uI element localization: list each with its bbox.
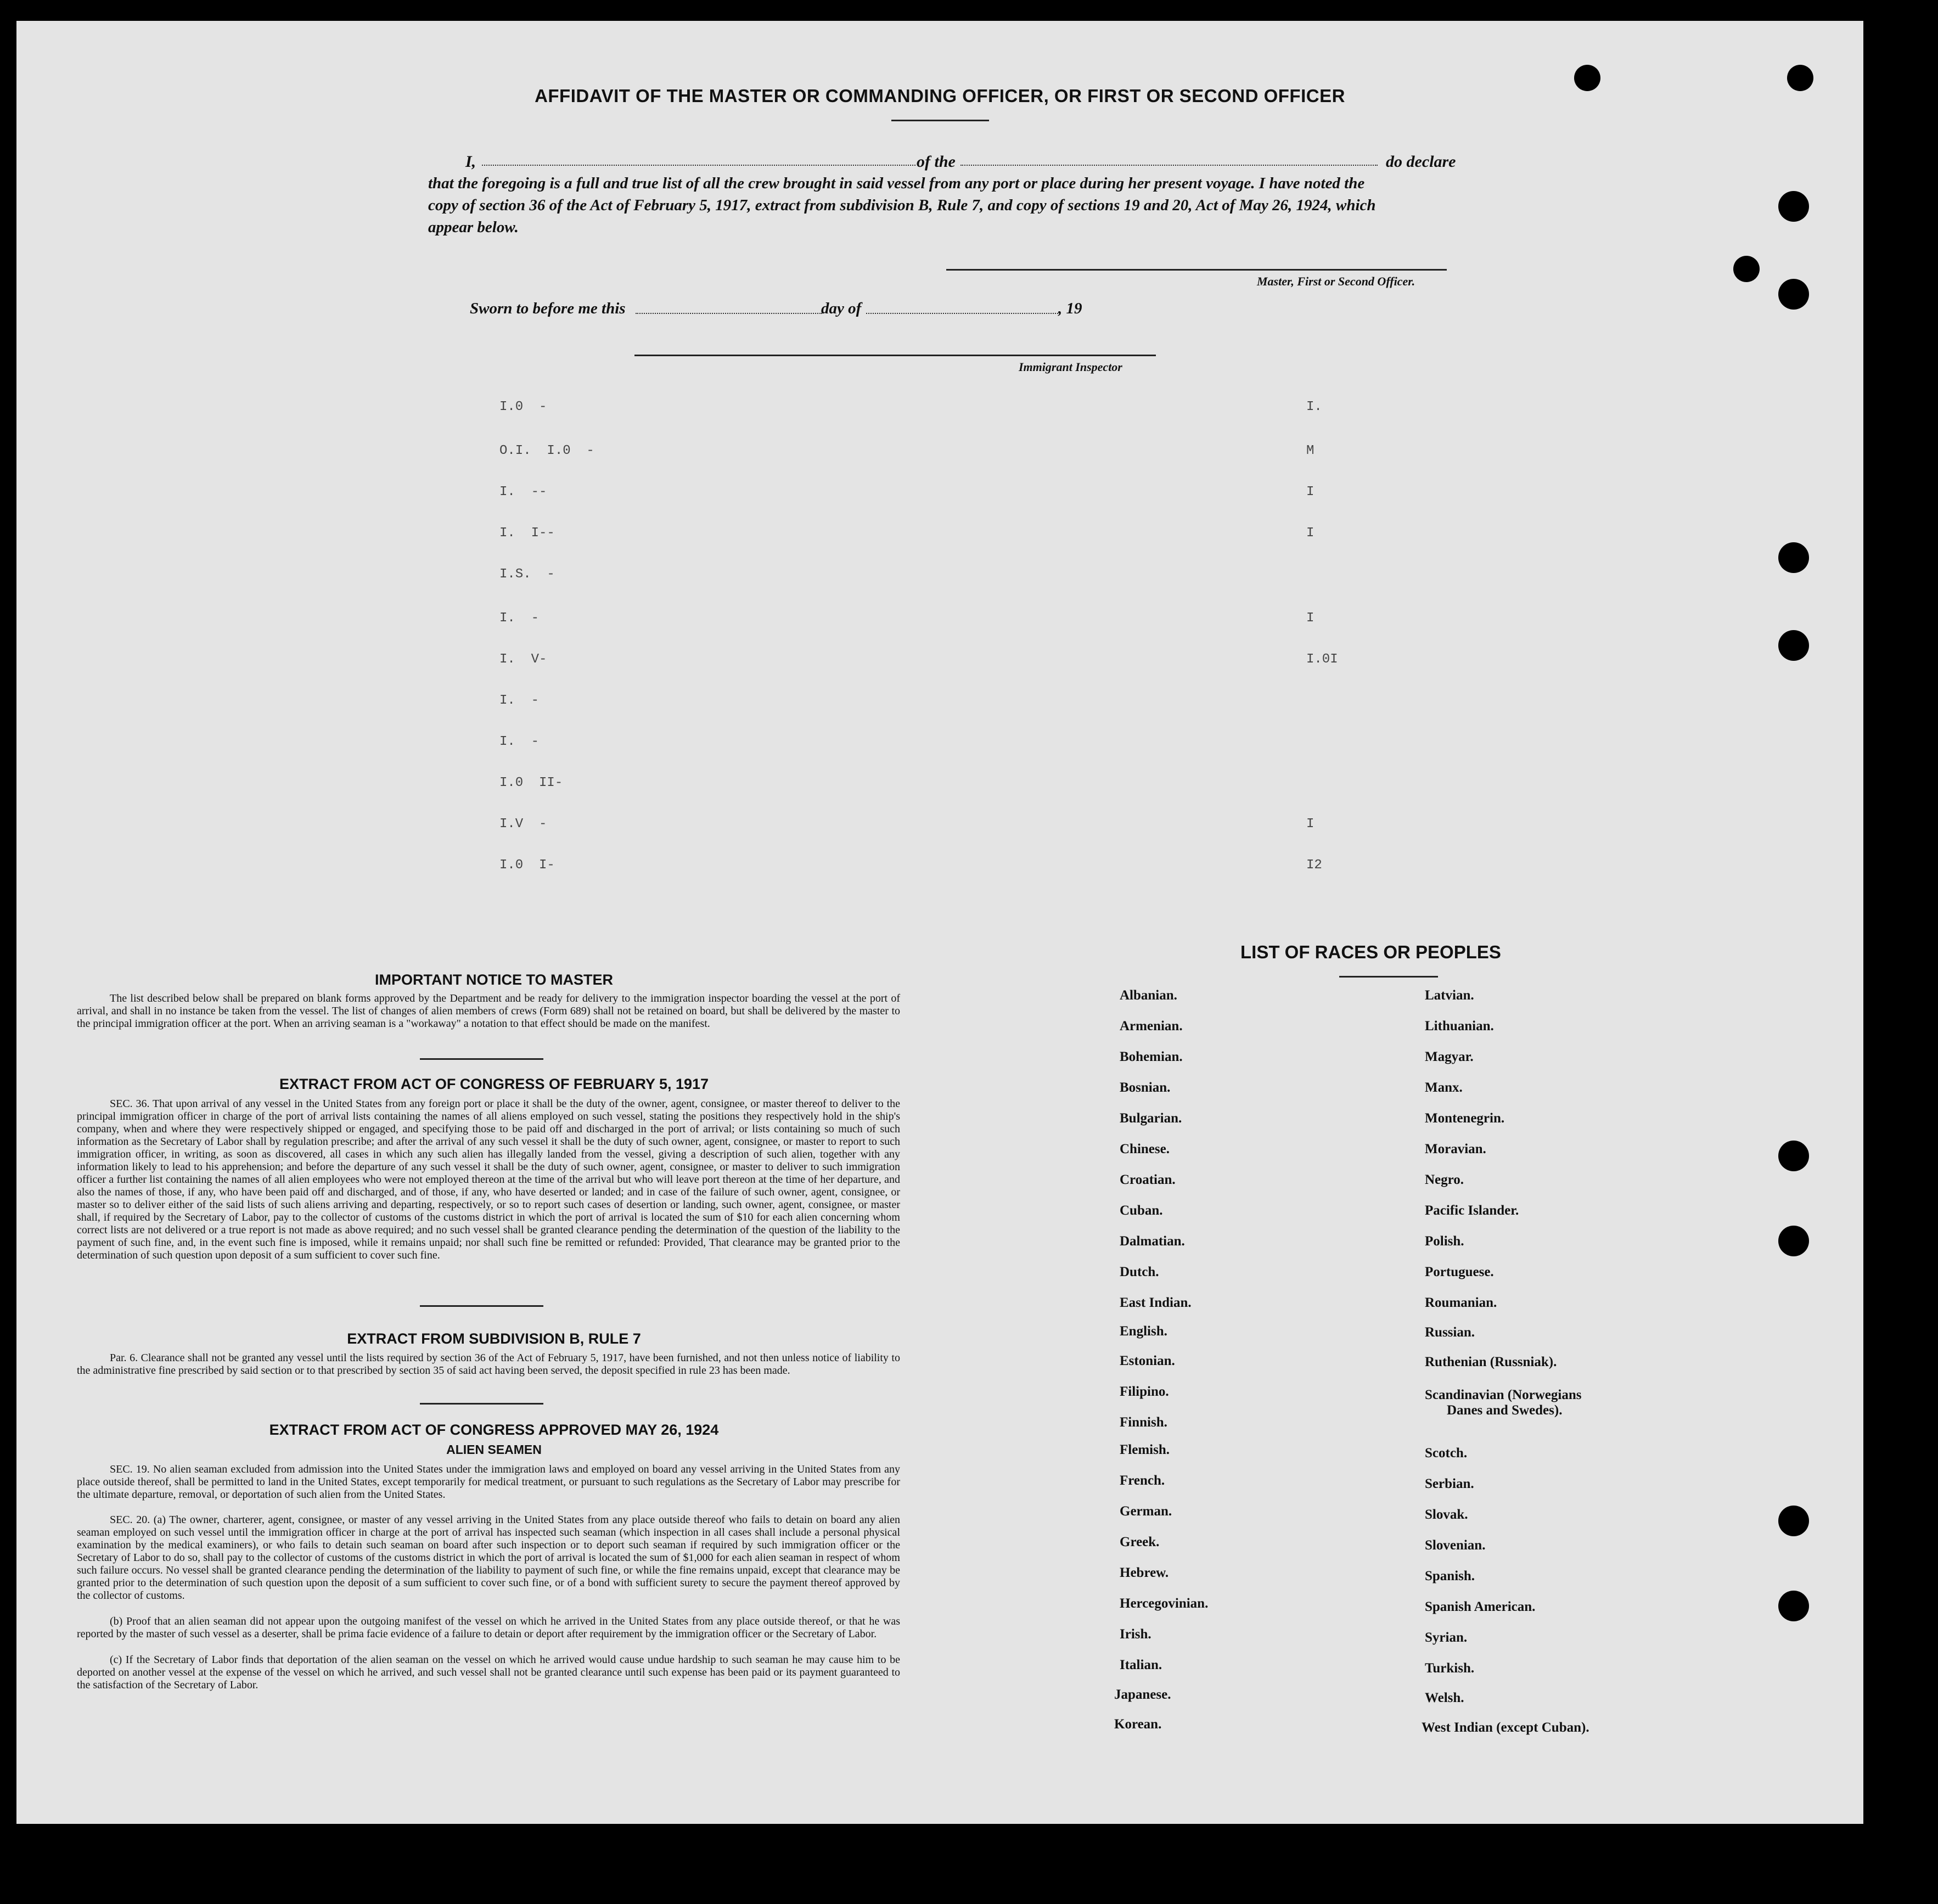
- race-item: Slovak.: [1425, 1507, 1468, 1522]
- race-item: Bohemian.: [1120, 1049, 1183, 1064]
- race-item: French.: [1120, 1473, 1165, 1488]
- name-fill-line[interactable]: [482, 165, 915, 166]
- bleed-mark: I.V -: [499, 817, 547, 832]
- master-label: Master, First or Second Officer.: [1257, 274, 1415, 288]
- race-item: Syrian.: [1425, 1630, 1468, 1645]
- extract-1924-sec20a: SEC. 20. (a) The owner, charterer, agent, consignee, or master of any vessel arriving in the United States from any place outside thereof who fails to detain on board any alien seaman employed on such vessel until the immigration officer in charge at the port of arrival has inspected such seaman (which inspection in all cases shall include a personal physical examination by the medical examiners), or who fails to detain such seaman on board after such inspection or to deport such seaman if required by such immigration officer or the Secretary of Labor to do so, shall pay to the collector of customs of the customs district in which the port of arrival is located the sum of $1,000 for each alien seaman in respect of whom such failure occurs. No vessel shall be granted clearance pending the determination of the liability to payment of such fine, or while the fine remains unpaid, except that clearance may be granted prior to the determination of such question upon the deposit of a sum sufficient to cover such fine, or of a bond with sufficient surety to secure the payment thereof approved by the collector of customs.: [77, 1514, 900, 1602]
- punch-hole: [1778, 279, 1809, 310]
- race-item: West Indian (except Cuban).: [1422, 1720, 1589, 1735]
- bleed-mark: I.0 -: [499, 400, 547, 414]
- race-item: Chinese.: [1120, 1142, 1170, 1156]
- bleed-mark: I. --: [499, 485, 547, 499]
- bleed-mark: I: [1306, 611, 1315, 626]
- race-item: Bosnian.: [1120, 1080, 1171, 1095]
- race-item: Armenian.: [1120, 1019, 1183, 1034]
- race-item: Hercegovinian.: [1120, 1596, 1209, 1611]
- extract-1924-sec20c: (c) If the Secretary of Labor finds that deportation of the alien seaman on the vessel on which he arrived would cause undue hardship to such seaman he may cause him to be deported on another vessel at the expense of the vessel on which he arrived, and such vessel shall not be granted clearance until such expense has been paid or its payment guaranteed to the satisfaction of the Secretary of Labor.: [77, 1654, 900, 1691]
- bleed-mark: I. V-: [499, 652, 547, 667]
- punch-hole: [1778, 542, 1809, 573]
- day-of-label: day of: [821, 300, 862, 317]
- extract-1917-title: EXTRACT FROM ACT OF CONGRESS OF FEBRUARY 5, 1917: [279, 1076, 709, 1092]
- year-label: , 19: [1058, 300, 1082, 317]
- affidavit-title: AFFIDAVIT OF THE MASTER OR COMMANDING OFFICER, OR FIRST OR SECOND OFFICER: [535, 86, 1345, 106]
- bleed-mark: I: [1306, 817, 1315, 832]
- title-divider: [891, 120, 989, 121]
- race-item: Latvian.: [1425, 988, 1474, 1003]
- bleed-mark: I.0 II-: [499, 776, 563, 790]
- declaration-line-4: appear below.: [428, 218, 519, 236]
- race-item: Flemish.: [1120, 1442, 1170, 1457]
- race-item: Scandinavian (Norwegians: [1425, 1388, 1582, 1402]
- race-item: Albanian.: [1120, 988, 1177, 1003]
- race-item: Slovenian.: [1425, 1538, 1486, 1553]
- declaration-of-the: of the: [917, 153, 956, 171]
- extract-rule7-title: EXTRACT FROM SUBDIVISION B, RULE 7: [347, 1330, 641, 1347]
- race-item: Welsh.: [1425, 1690, 1464, 1705]
- bleed-mark: O.I. I.0 -: [499, 443, 594, 458]
- race-item: Moravian.: [1425, 1142, 1486, 1156]
- race-item: Filipino.: [1120, 1384, 1169, 1399]
- divider-1: [420, 1058, 543, 1060]
- race-item: Greek.: [1120, 1535, 1160, 1549]
- vessel-fill-line[interactable]: [960, 165, 1378, 166]
- race-item: Spanish.: [1425, 1569, 1475, 1583]
- bleed-mark: I.: [1306, 400, 1322, 414]
- declaration-declare: do declare: [1386, 153, 1456, 171]
- race-item: Spanish American.: [1425, 1599, 1536, 1614]
- race-item: Scotch.: [1425, 1446, 1468, 1461]
- punch-hole: [1778, 1591, 1809, 1621]
- races-divider: [1339, 976, 1438, 978]
- race-item: Russian.: [1425, 1325, 1475, 1340]
- race-item: Estonian.: [1120, 1353, 1175, 1368]
- inspector-label: Immigrant Inspector: [1019, 360, 1122, 374]
- race-item: Manx.: [1425, 1080, 1463, 1095]
- extract-rule7-text: Par. 6. Clearance shall not be granted any vessel until the lists required by section 36 of the Act of February 5, 1917, have been furnished, and not then unless notice of liability to the administrative fine prescribed by said section or to that prescribed by section 35 of said act having been served, the deposit specified in rule 23 has been made.: [77, 1352, 900, 1377]
- race-item: Ruthenian (Russniak).: [1425, 1355, 1557, 1369]
- inspector-signature-line[interactable]: [634, 355, 1156, 356]
- extract-1924-title: EXTRACT FROM ACT OF CONGRESS APPROVED MAY 26, 1924: [269, 1422, 719, 1438]
- race-item: Finnish.: [1120, 1415, 1167, 1430]
- master-signature-line[interactable]: [946, 269, 1447, 271]
- race-item: Serbian.: [1425, 1476, 1474, 1491]
- race-item: Magyar.: [1425, 1049, 1474, 1064]
- race-item: Turkish.: [1425, 1661, 1475, 1676]
- bleed-mark: I2: [1306, 858, 1322, 873]
- race-item: Polish.: [1425, 1234, 1464, 1249]
- races-title: LIST OF RACES OR PEOPLES: [1240, 942, 1501, 962]
- bleed-mark: M: [1306, 443, 1315, 458]
- sworn-month-fill-line[interactable]: [866, 313, 1058, 314]
- notice-title: IMPORTANT NOTICE TO MASTER: [375, 971, 613, 988]
- extract-1924-subtitle: ALIEN SEAMEN: [446, 1442, 542, 1457]
- bleed-mark: I. -: [499, 734, 540, 749]
- bleed-mark: I.S. -: [499, 567, 555, 582]
- race-item: Danes and Swedes).: [1447, 1403, 1563, 1418]
- document-page: [16, 21, 1863, 1824]
- race-item: Italian.: [1120, 1658, 1162, 1672]
- divider-2: [420, 1305, 543, 1307]
- race-item: Irish.: [1120, 1627, 1151, 1642]
- punch-hole: [1778, 1226, 1809, 1256]
- race-item: Pacific Islander.: [1425, 1203, 1519, 1218]
- bleed-mark: I: [1306, 485, 1315, 499]
- declaration-line-2: that the foregoing is a full and true list of all the crew brought in said vessel from any port or place during her present voyage. I have noted the: [428, 175, 1365, 192]
- extract-1924-sec19: SEC. 19. No alien seaman excluded from admission into the United States under the immigration laws and employed on board any vessel arriving in the United States from any place outside thereof, shall be permitted to land in the United States, except temporarily for medical treatment, or pursuant to such regulations as the Secretary of Labor may prescribe for the ultimate departure, removal, or deportation of such alien from the United States.: [77, 1463, 900, 1501]
- bleed-mark: I. I--: [499, 526, 555, 541]
- bleed-mark: I: [1306, 526, 1315, 541]
- race-item: Montenegrin.: [1425, 1111, 1505, 1126]
- sworn-day-fill-line[interactable]: [636, 313, 822, 314]
- punch-hole: [1574, 65, 1600, 91]
- race-item: Korean.: [1114, 1717, 1162, 1732]
- race-item: Dalmatian.: [1120, 1234, 1185, 1249]
- punch-hole: [1778, 1506, 1809, 1536]
- sworn-label: Sworn to before me this: [470, 300, 626, 317]
- race-item: Dutch.: [1120, 1265, 1159, 1279]
- race-item: English.: [1120, 1324, 1167, 1339]
- declaration-line-3: copy of section 36 of the Act of February 5, 1917, extract from subdivision B, Rule 7, and copy of sections 19 and 20, Act of May 26, 1924, which: [428, 196, 1376, 214]
- race-item: Portuguese.: [1425, 1265, 1494, 1279]
- extract-1924-sec20b: (b) Proof that an alien seaman did not appear upon the outgoing manifest of the vessel on which he arrived in the United States from any place outside thereof, or that he was reported by the master of such vessel as a deserter, shall be prima facie evidence of a failure to detain or deport after requirement by the immigration officer or the Secretary of Labor.: [77, 1615, 900, 1640]
- punch-hole: [1778, 630, 1809, 661]
- bleed-mark: I. -: [499, 693, 540, 708]
- race-item: Negro.: [1425, 1172, 1464, 1187]
- declaration-i: I,: [465, 153, 476, 171]
- bleed-mark: I.0 I-: [499, 858, 555, 873]
- bleed-mark: I.0I: [1306, 652, 1338, 667]
- race-item: German.: [1120, 1504, 1172, 1519]
- punch-hole: [1787, 65, 1813, 91]
- race-item: Bulgarian.: [1120, 1111, 1182, 1126]
- divider-3: [420, 1403, 543, 1405]
- notice-text: The list described below shall be prepared on blank forms approved by the Department and be ready for delivery to the immigration inspector boarding the vessel at the port of arrival, and shall in no instance be taken from the vessel. The list of changes of alien members of crews (Form 689) shall not be retained on board, but shall be delivered by the master to the principal immigration officer at the port. When an arriving seaman is a "workaway" a notation to that effect should be made on the manifest.: [77, 992, 900, 1030]
- race-item: Japanese.: [1114, 1687, 1171, 1702]
- punch-hole: [1778, 1141, 1809, 1171]
- race-item: Roumanian.: [1425, 1295, 1497, 1310]
- bleed-mark: I. -: [499, 611, 540, 626]
- race-item: Croatian.: [1120, 1172, 1176, 1187]
- race-item: Lithuanian.: [1425, 1019, 1494, 1034]
- race-item: Cuban.: [1120, 1203, 1163, 1218]
- race-item: Hebrew.: [1120, 1565, 1169, 1580]
- punch-hole: [1778, 191, 1809, 222]
- extract-1917-text: SEC. 36. That upon arrival of any vessel in the United States from any foreign port or place it shall be the duty of the owner, agent, consignee, or master thereof to deliver to the principal immigration officer in charge of the port of arrival lists containing the names of all aliens employed on such vessel, stating the positions they respectively hold in the ship's company, when and where they were respectively shipped or engaged, and specifying those to be paid off and discharged in the port of arrival; or lists containing so much of such information as the Secretary of Labor shall by regulation prescribe; and after the arrival of any such vessel it shall be the duty of such owner, agent, consignee, or master to report to such immigration officer, in writing, as soon as discovered, all cases in which any such alien has illegally landed from the vessel, giving a description of such alien, together with any information likely to lead to his apprehension; and before the departure of any such vessel it shall be the duty of such owner, agent, consignee, or master to deliver to such immigration officer a further list containing the names of all alien employees who were not employed thereon at the time of the arrival but who will leave port thereon at the time of her departure, and also the names of those, if any, who have been paid off and discharged, and of those, if any, who have deserted or landed; and in case of the failure of such owner, agent, consignee, or master so to deliver either of the said lists of such aliens arriving and departing, respectively, or so to report such cases of desertion or landing, such owner, agent, consignee, or master shall, if required by the Secretary of Labor, pay to the collector of customs of the customs district in which the port of arrival is located the sum of $10 for each alien concerning whom correct lists are not delivered or a true report is not made as above required; and no such vessel shall be granted clearance pending the determination of the question of the liability to the payment of such fine, and, in the event such fine is imposed, while it remains unpaid; nor shall such fine be remitted or refunded: Provided, That clearance may be granted prior to the determination of such question upon deposit of a sum sufficient to cover such fine.: [77, 1098, 900, 1261]
- punch-hole: [1733, 256, 1760, 282]
- race-item: East Indian.: [1120, 1295, 1192, 1310]
